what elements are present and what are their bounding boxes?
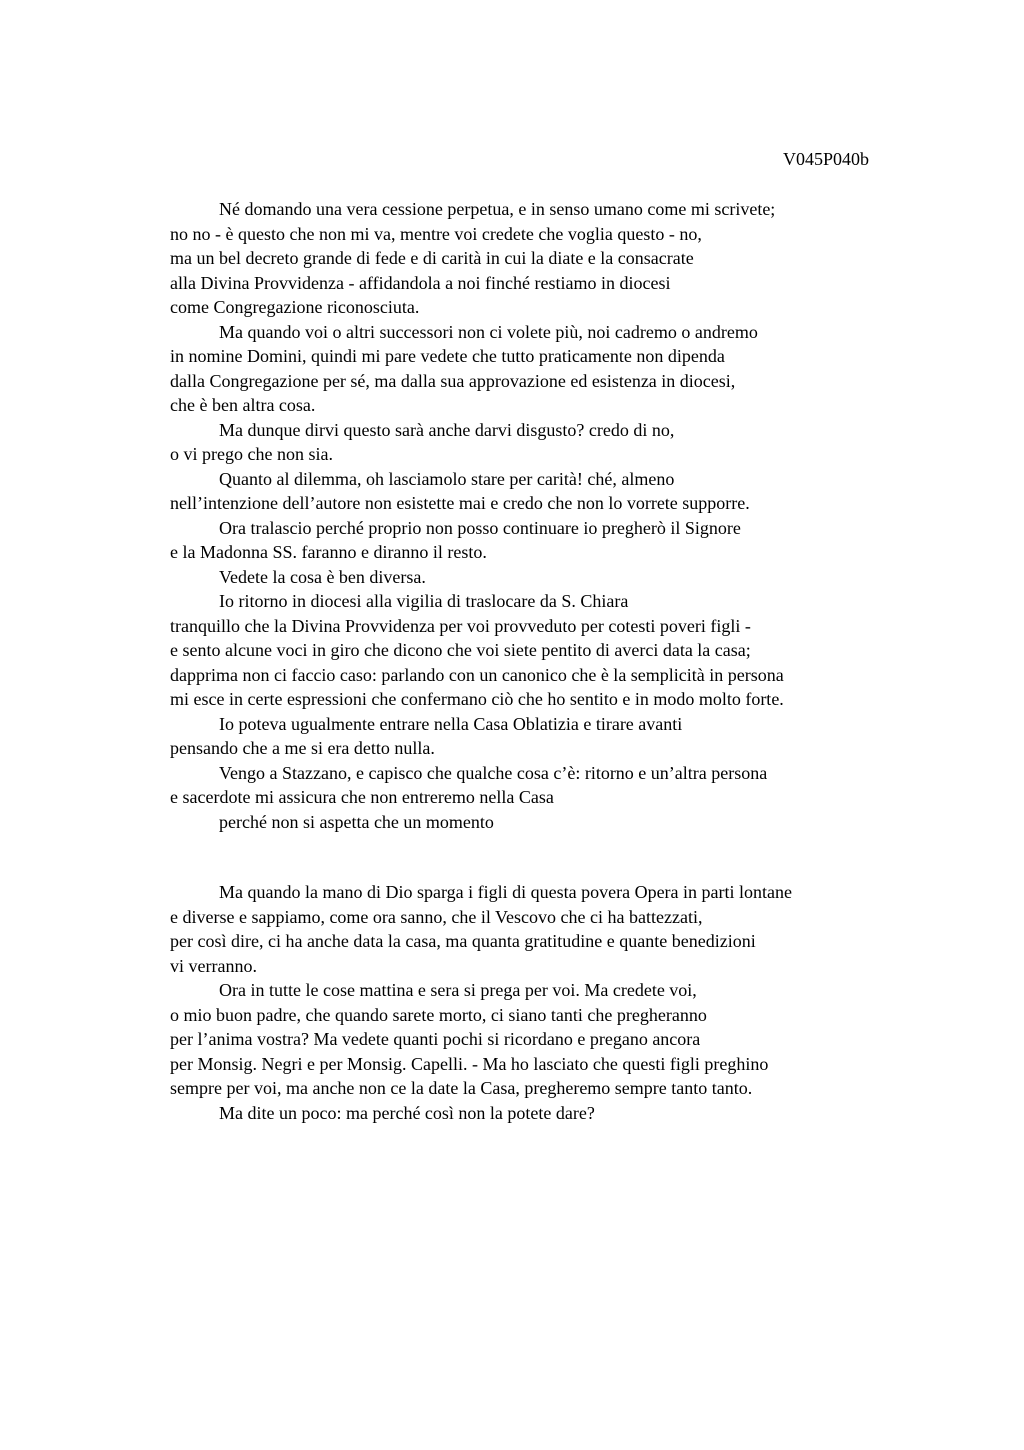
text-block-2 — [170, 880, 890, 1125]
text-line: per l’anima vostra? Ma vedete quanti pochi si ricordano e pregano ancora — [170, 1029, 701, 1049]
text-line: Vedete la cosa è ben diversa. — [219, 566, 426, 587]
text-line: sempre per voi, ma anche non ce la date la Casa, pregheremo sempre tanto tanto. — [170, 1078, 753, 1098]
text-line: Ma quando la mano di Dio sparga i figli di questa povera Opera in parti lontane — [219, 882, 793, 902]
text-line: dapprima non ci faccio caso: parlando con un canonico che è la semplicità in persona — [170, 664, 784, 685]
text-line: pensando che a me si era detto nulla. — [170, 738, 435, 758]
text-line: nell’intenzione dell’autore non esistette mai e credo che non lo vorrete supporre. — [170, 493, 750, 513]
text-line: Ma quando voi o altri successori non ci volete più, noi cadremo o andremo — [219, 321, 758, 342]
text-line: che è ben altra cosa. — [170, 395, 316, 415]
text-line: per così dire, ci ha anche data la casa, ma quanta gratitudine e quante benedizioni — [170, 931, 756, 951]
text-line: Quanto al dilemma, oh lasciamolo stare per carità! ché, almeno — [219, 468, 675, 489]
text-line: per Monsig. Negri e per Monsig. Capelli. - Ma ho lasciato che questi figli preghino — [170, 1053, 769, 1074]
text-line: e sacerdote mi assicura che non entreremo nella Casa — [170, 787, 554, 807]
text-line: Io ritorno in diocesi alla vigilia di traslocare da S. Chiara — [219, 591, 629, 611]
text-line: e la Madonna SS. faranno e diranno il resto. — [170, 542, 487, 562]
text-line: e diverse e sappiamo, come ora sanno, che il Vescovo che ci ha battezzati, — [170, 906, 703, 927]
text-line: o mio buon padre, che quando sarete morto, ci siano tanti che pregheranno — [170, 1004, 707, 1025]
text-line: dalla Congregazione per sé, ma dalla sua approvazione ed esistenza in diocesi, — [170, 370, 736, 391]
text-line: Ma dunque dirvi questo sarà anche darvi disgusto? credo di no, — [219, 419, 675, 440]
page-identifier: V045P040b — [782, 149, 869, 169]
text-line: Ma dite un poco: ma perché così non la potete dare? — [219, 1102, 595, 1123]
text-line: mi esce in certe espressioni che confermano ciò che ho sentito e in modo molto forte. — [170, 689, 784, 709]
text-line: Ora tralascio perché proprio non posso continuare io pregherò il Signore — [219, 517, 741, 538]
text-line: Io poteva ugualmente entrare nella Casa Oblatizia e tirare avanti — [219, 713, 683, 734]
text-line: vi verranno. — [170, 955, 257, 976]
text-line: o vi prego che non sia. — [170, 444, 333, 464]
text-line: in nomine Domini, quindi mi pare vedete che tutto praticamente non dipenda — [170, 346, 725, 366]
text-line: e sento alcune voci in giro che dicono che voi siete pentito di averci data la casa; — [170, 640, 751, 660]
text-line: Ora in tutte le cose mattina e sera si prega per voi. Ma credete voi, — [219, 980, 697, 1000]
text-line: perché non si aspetta che un momento — [219, 811, 494, 832]
text-line: no no - è questo che non mi va, mentre voi credete che voglia questo - no, — [170, 223, 702, 244]
text-line: Vengo a Stazzano, e capisco che qualche cosa c’è: ritorno e un’altra persona — [219, 762, 768, 783]
text-block-1 — [170, 197, 890, 834]
text-line: alla Divina Provvidenza - affidandola a noi finché restiamo in diocesi — [170, 272, 671, 293]
text-line: come Congregazione riconosciuta. — [170, 297, 420, 317]
text-line: Né domando una vera cessione perpetua, e in senso umano come mi scrivete; — [219, 199, 776, 219]
text-line: tranquillo che la Divina Provvidenza per voi provveduto per cotesti poveri figli - — [170, 615, 751, 636]
text-line: ma un bel decreto grande di fede e di carità in cui la diate e la consacrate — [170, 248, 694, 268]
